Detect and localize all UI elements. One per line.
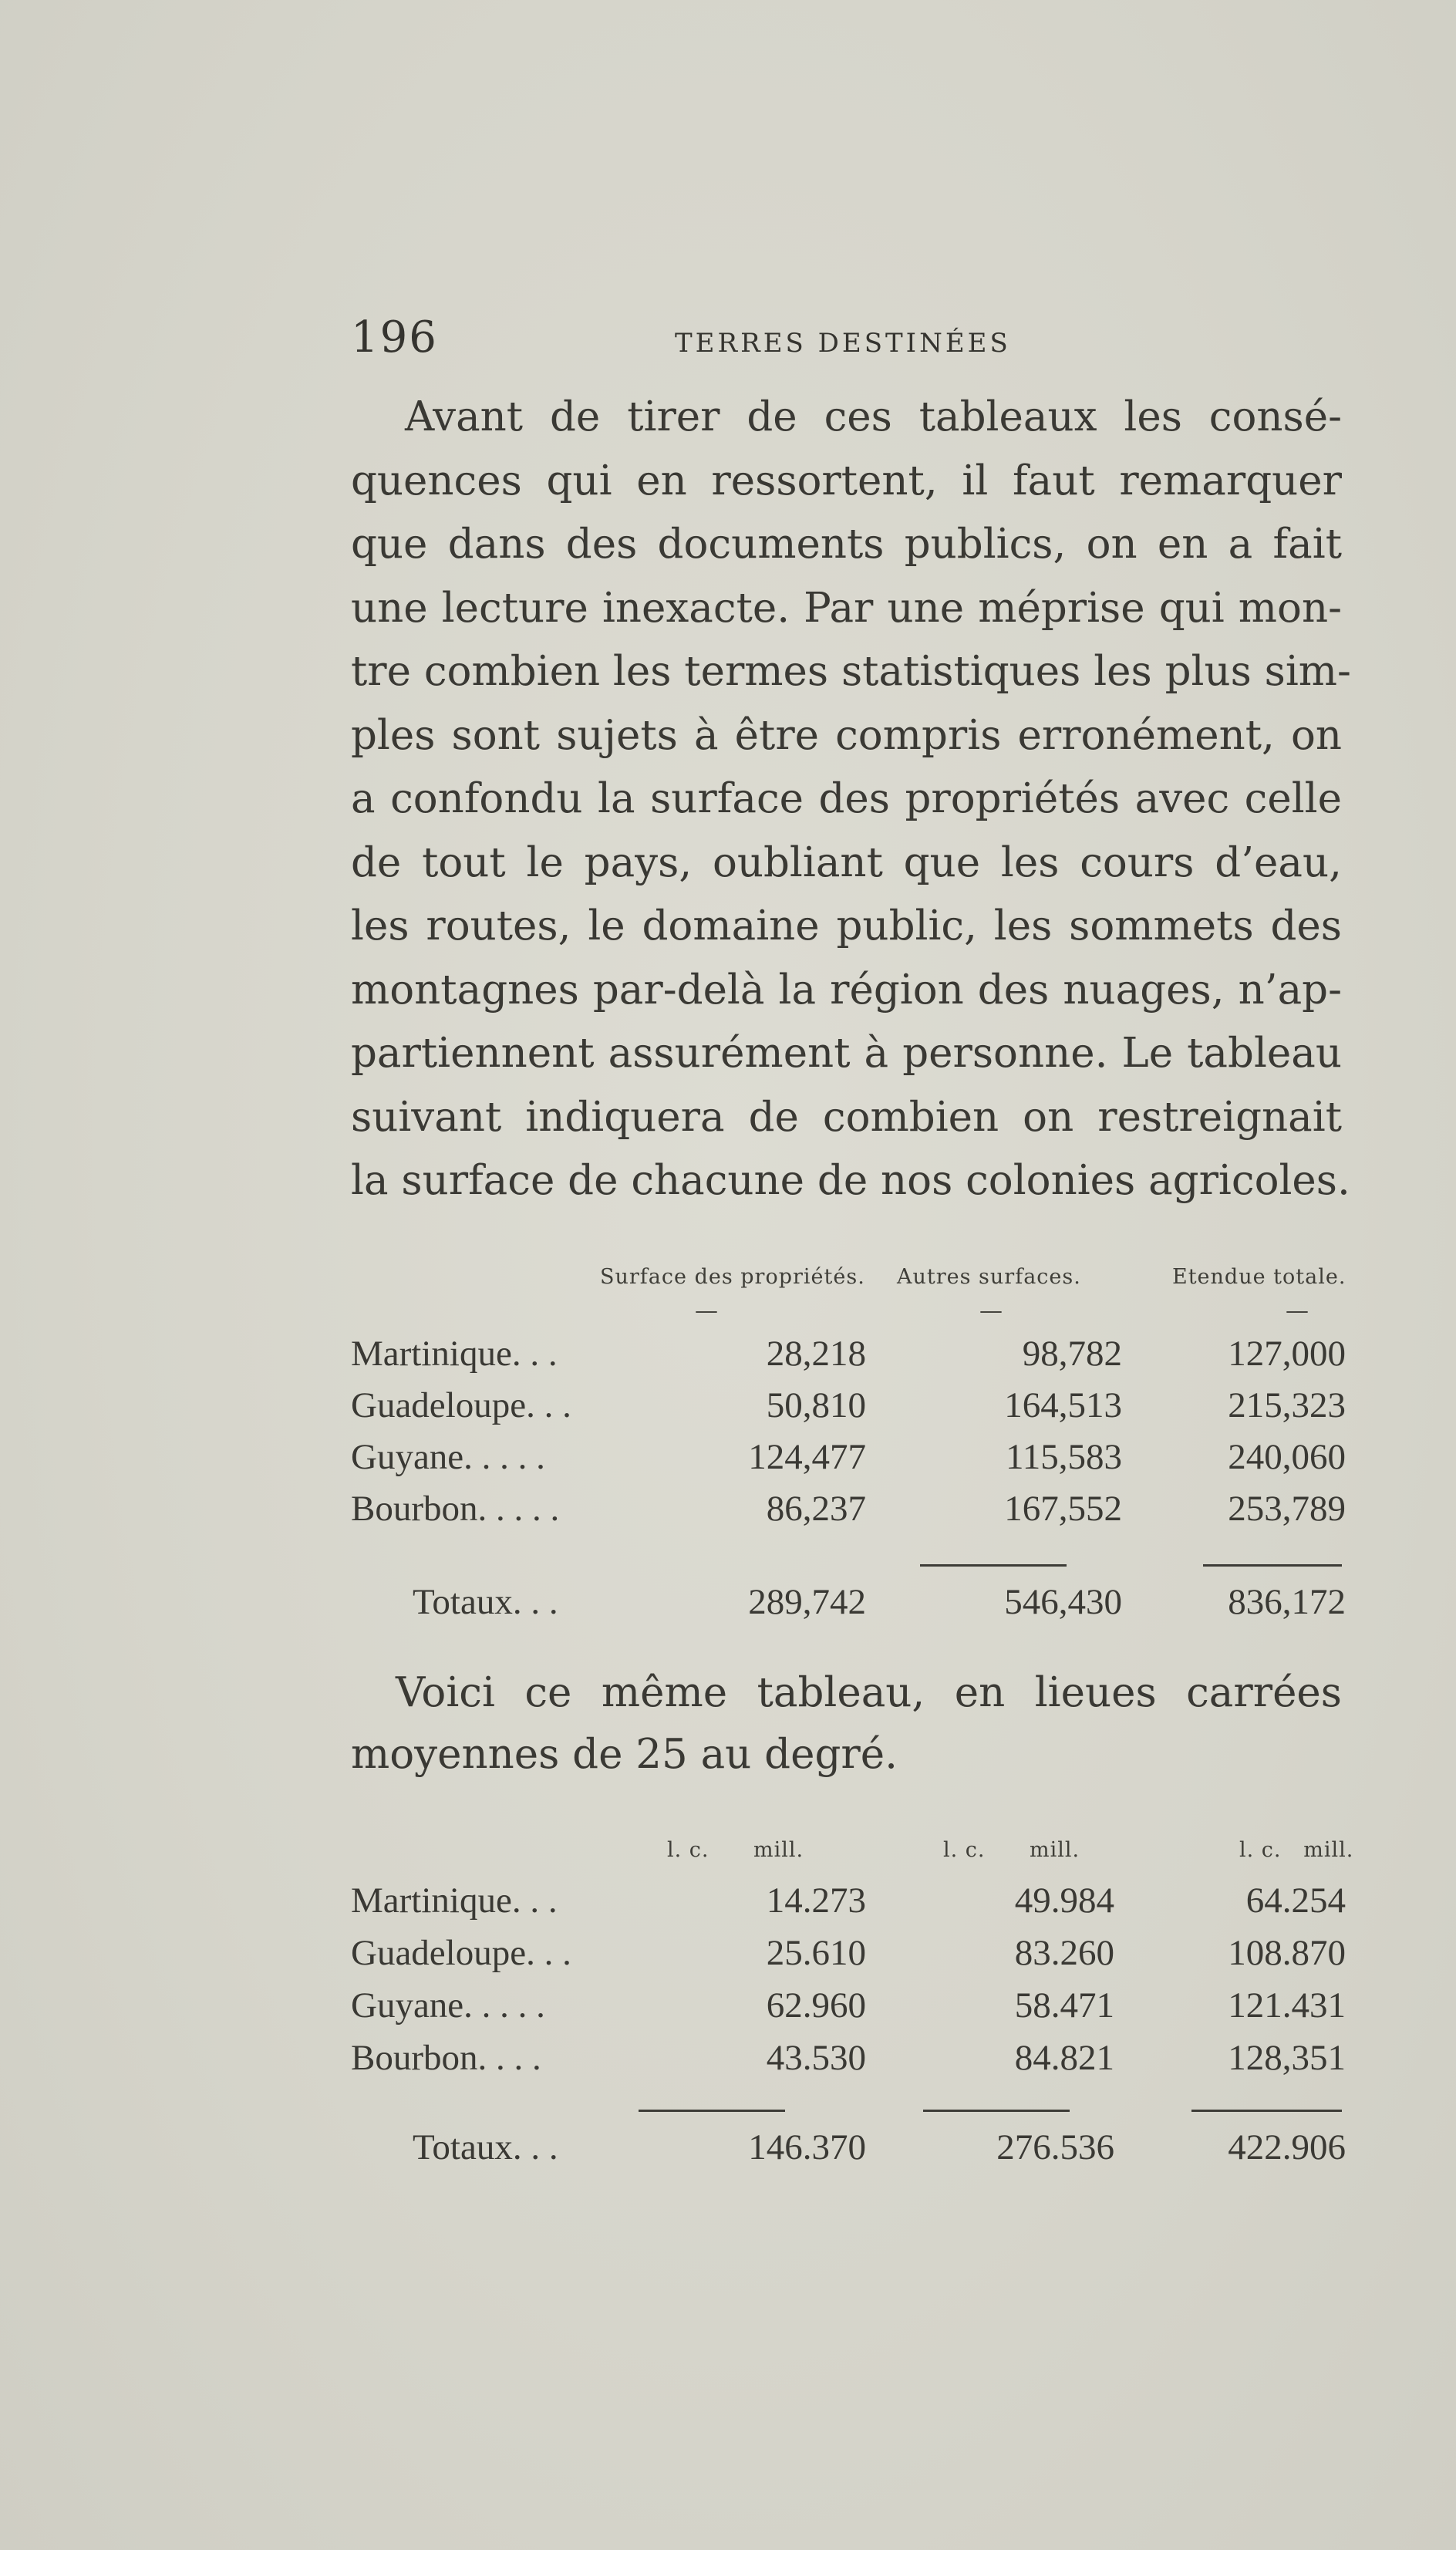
row-label: Guyane. . . . .: [351, 1985, 545, 2025]
row-label: Guadeloupe. . .: [351, 1385, 571, 1425]
text-line: la surface de chacune de nos colonies agricoles.: [351, 1157, 1350, 1204]
surface-table-leagues: [351, 1832, 1354, 2187]
page-header: [351, 312, 1353, 366]
header-dash: —: [695, 1297, 718, 1324]
cell-value: 215,323: [1228, 1385, 1346, 1425]
total-value: 289,742: [748, 1582, 866, 1622]
text-line: moyennes de 25 au degré.: [351, 1731, 898, 1778]
header-dash: —: [979, 1297, 1003, 1324]
cell-value: 28,218: [766, 1334, 866, 1374]
table-row: [351, 1488, 1346, 1536]
paragraph-1: [351, 386, 1351, 1213]
total-value: 546,430: [1004, 1582, 1122, 1622]
total-value: 276.536: [996, 2127, 1114, 2167]
table-total-row: [351, 2127, 1346, 2174]
cell-value: 50,810: [766, 1385, 866, 1425]
text-line: quences qui en ressortent, il faut remarquer: [351, 457, 1342, 504]
sum-rule: [923, 2110, 1070, 2112]
table-row: [351, 1436, 1346, 1484]
cell-value: 121.431: [1228, 1985, 1346, 2025]
text-line: de tout le pays, oubliant que les cours d’eau,: [351, 838, 1342, 886]
column-header-units: l. c. mill.: [1239, 1838, 1354, 1862]
sum-rule: [1191, 2110, 1342, 2112]
page-number: 196: [351, 312, 438, 363]
sum-rule: [920, 1564, 1067, 1567]
text-line: Voici ce même tableau, en lieues carrées: [396, 1669, 1342, 1716]
total-label: Totaux. . .: [413, 2127, 558, 2167]
cell-value: 43.530: [766, 2038, 866, 2078]
row-label: Bourbon. . . .: [351, 2038, 541, 2078]
text-line: Avant de tirer de ces tableaux les consé-: [405, 393, 1342, 440]
cell-value: 62.960: [766, 1985, 866, 2025]
cell-value: 108.870: [1228, 1933, 1346, 1973]
text-line: ples sont sujets à être compris erronément, on: [351, 711, 1342, 759]
text-line: partiennent assurément à personne. Le tableau: [351, 1030, 1342, 1077]
text-line: montagnes par-delà la région des nuages, n’ap-: [351, 966, 1342, 1014]
total-value: 836,172: [1228, 1582, 1346, 1622]
column-header-properties: Surface des propriétés.: [600, 1265, 865, 1289]
paragraph-2: [351, 1662, 1342, 1786]
cell-value: 124,477: [748, 1437, 866, 1477]
running-title: TERRES DESTINÉES: [675, 328, 1011, 359]
cell-value: 164,513: [1004, 1385, 1122, 1425]
column-header-units: l. c. mill.: [943, 1838, 1080, 1862]
cell-value: 253,789: [1228, 1489, 1346, 1529]
header-dash: —: [1286, 1297, 1309, 1324]
table-row: [351, 1932, 1346, 1980]
total-value: 146.370: [748, 2127, 866, 2167]
total-value: 422.906: [1228, 2127, 1346, 2167]
text-line: les routes, le domaine public, les sommets des: [351, 902, 1342, 950]
row-label: Guyane. . . . .: [351, 1437, 545, 1477]
text-line: suivant indiquera de combien on restreignait: [351, 1093, 1342, 1141]
cell-value: 14.273: [766, 1880, 866, 1921]
column-header-total-extent: Etendue totale.: [1172, 1265, 1346, 1289]
text-line: a confondu la surface des propriétés avec celle: [351, 775, 1342, 822]
row-label: Martinique. . .: [351, 1880, 558, 1921]
column-header-other-surfaces: Autres surfaces.: [897, 1265, 1081, 1289]
table-row: [351, 1985, 1346, 2032]
cell-value: 64.254: [1245, 1880, 1346, 1921]
table-row: [351, 1385, 1346, 1432]
cell-value: 25.610: [766, 1933, 866, 1973]
column-header-units: l. c. mill.: [667, 1838, 804, 1862]
table-total-row: [351, 1581, 1346, 1629]
total-label: Totaux. . .: [413, 1582, 558, 1622]
table-row: [351, 1880, 1346, 1928]
cell-value: 115,583: [1005, 1437, 1122, 1477]
cell-value: 98,782: [1022, 1334, 1122, 1374]
text-line: une lecture inexacte. Par une méprise qui mon-: [351, 584, 1342, 632]
table-row: [351, 2037, 1346, 2085]
cell-value: 58.471: [1014, 1985, 1114, 2025]
cell-value: 86,237: [766, 1489, 866, 1529]
sum-rule: [639, 2110, 785, 2112]
text-line: tre combien les termes statistiques les plus sim-: [351, 648, 1351, 695]
row-label: Martinique. . .: [351, 1334, 558, 1374]
row-label: Bourbon. . . . .: [351, 1489, 560, 1529]
text-line: que dans des documents publics, on en a fait: [351, 521, 1342, 568]
cell-value: 84.821: [1014, 2038, 1114, 2078]
row-label: Guadeloupe. . .: [351, 1933, 571, 1973]
cell-value: 49.984: [1014, 1880, 1114, 1921]
surface-table-hectares: [351, 1265, 1346, 1635]
cell-value: 128,351: [1228, 2038, 1346, 2078]
table-row: [351, 1333, 1346, 1381]
cell-value: 240,060: [1228, 1437, 1346, 1477]
cell-value: 167,552: [1004, 1489, 1122, 1529]
cell-value: 83.260: [1014, 1933, 1114, 1973]
cell-value: 127,000: [1228, 1334, 1346, 1374]
sum-rule: [1203, 1564, 1342, 1567]
